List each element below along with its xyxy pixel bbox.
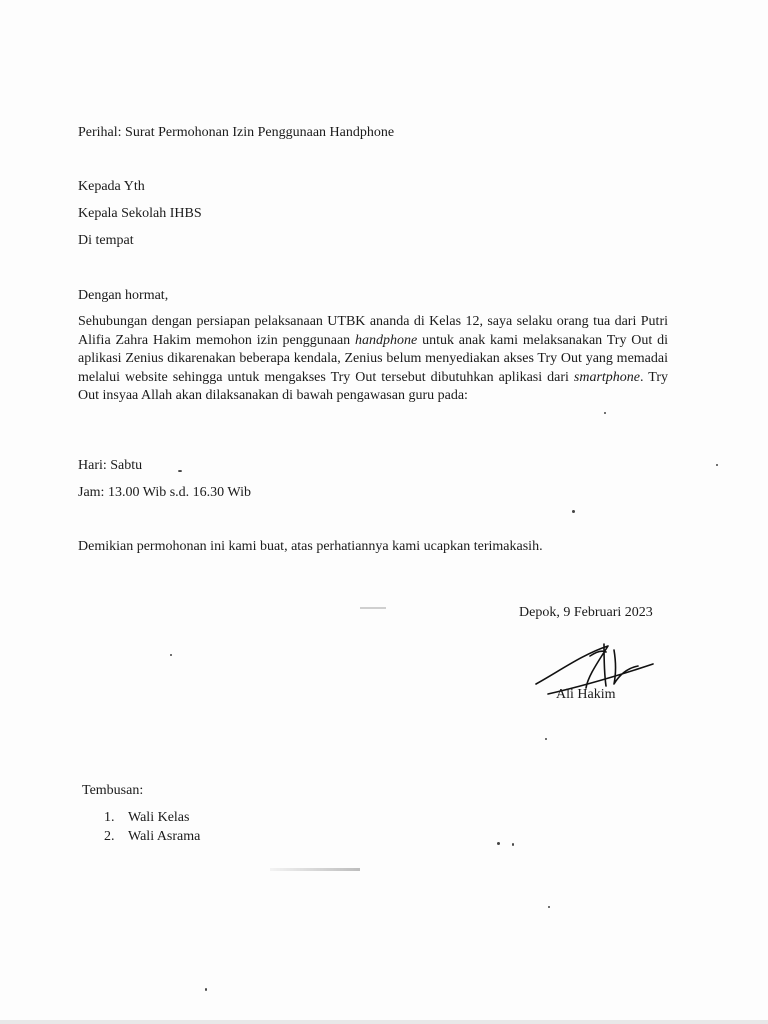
cc-item [104,827,200,846]
body-text-2: untuk anak kami melaksanakan Try Out di aplikasi Zenius dikarenakan beberapa kendala, Zenius belum menyediakan akses Try Out yang memadai melalui website sehingga untuk mengakses Try Out tersebut dibutuhkan aplikasi dari [78,332,669,385]
scan-speck [604,412,606,414]
cc-label: Tembusan: [82,783,144,798]
recipient-line-1: Kepada Yth [78,179,145,194]
signer-name: Ali Hakim [556,687,616,702]
schedule-time: Jam: 13.00 Wib s.d. 16.30 Wib [78,485,251,500]
scan-smudge [360,607,386,609]
letter-subject: Perihal: Surat Permohonan Izin Penggunaan Handphone [78,125,395,140]
scan-speck [716,464,718,466]
page-bottom-edge [0,1020,768,1024]
cc-item-text: Wali Asrama [128,829,201,844]
place-date: Depok, 9 Februari 2023 [519,605,653,620]
scan-speck [572,510,575,513]
body-italic-smartphone: smartphone [573,369,641,385]
salutation: Dengan hormat, [78,288,169,303]
scan-speck [512,843,514,846]
body-text-3: . Try Out insyaa Allah akan dilaksanakan di bawah pengawasan guru pada: [78,369,668,403]
body-text-1: Sehubungan dengan persiapan pelaksanaan UTBK ananda di Kelas 12, saya selaku orang tua dari Putri Alifia Zahra Hakim memohon izin penggunaan [78,314,668,348]
body-italic-handphone: handphone [355,332,418,348]
body-paragraph [78,313,668,406]
recipient-line-2: Kepala Sekolah IHBS [78,206,202,221]
closing-sentence: Demikian permohonan ini kami buat, atas perhatiannya kami ucapkan terimakasih. [78,539,543,554]
scan-speck [170,654,172,656]
scan-speck [545,738,547,740]
scan-speck [548,906,550,908]
scan-speck [178,470,182,472]
cc-item-number: 2. [104,829,115,844]
scan-speck [205,988,207,991]
scan-smudge [270,868,360,871]
schedule-day: Hari: Sabtu [78,458,143,473]
cc-item-text: Wali Kelas [128,810,190,825]
cc-list [104,808,200,846]
scan-speck [497,842,500,845]
recipient-line-3: Di tempat [78,233,134,248]
cc-item [104,808,200,827]
cc-item-number: 1. [104,810,115,825]
